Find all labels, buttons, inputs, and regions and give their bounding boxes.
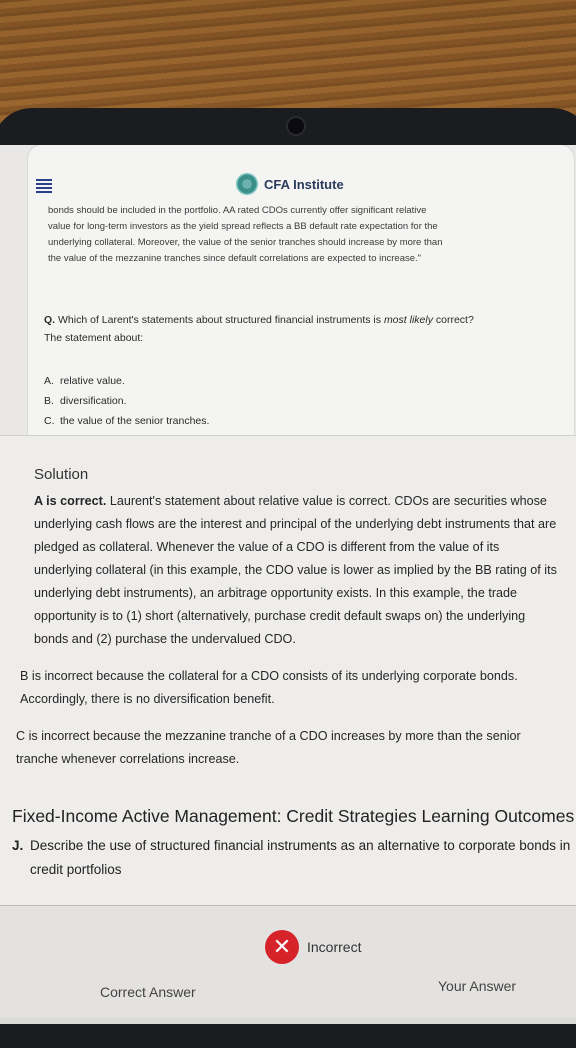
learning-outcome-item: J. Describe the use of structured financial instruments as an alternative to corporate bonds in credit portfolios — [12, 838, 571, 877]
passage-line: the value of the mezzanine tranches since default correlations are expected to increase." — [48, 253, 422, 264]
passage-line: underlying collateral. Moreover, the value of the senior tranches should increase by more than — [48, 237, 443, 248]
correct-answer-label: Correct Answer — [100, 984, 196, 1000]
app-header — [28, 145, 574, 191]
your-answer-label: Your Answer — [438, 978, 517, 994]
answer-options — [44, 371, 209, 431]
question-prefix: Q. — [44, 314, 56, 326]
question-text: Which of Larent's statements about structured financial instruments is — [58, 314, 382, 326]
brand-logo — [236, 173, 344, 195]
cfa-globe-icon — [236, 173, 258, 195]
answer-footer — [0, 905, 576, 1024]
passage-line: value for long-term investors as the yield spread reflects a BB default rate expectation for the — [48, 221, 438, 232]
x-circle-icon: ✕ — [265, 930, 299, 964]
question-line2: The statement about: — [44, 332, 144, 344]
option-c[interactable]: C. the value of the senior tranches. — [44, 415, 210, 427]
learning-outcome-title: Fixed-Income Active Management: Credit Strategies Learning Outcomes — [12, 806, 575, 826]
case-passage — [48, 203, 558, 267]
question-emphasis: most likely — [383, 314, 433, 326]
question-suffix: correct? — [435, 314, 474, 326]
solution-body: A is correct. Laurent's statement about relative value is correct. CDOs are securities whose underlying cash flows are the interest and principal of the underlying debt instruments that are pledged as collateral. Whenever the value of a CDO is different from the value of its underlying collateral (in this example, the CDO value is lower as implied by the BB rating of its underlying debt instruments), an arbitrage opportunity exists. In this example, the trade opportunity is to (1) short (alternatively, purchase credit default swaps on) the underlying bonds and (2) purchase the undervalued CDO. B is incorrect because the collateral for a CDO consists of its underlying corporate bonds. Accordingly, there is no diversification benefit. C is incorrect because the mezzanine tranche of a CDO increases by more than the senior tranche whenever correlations increase. — [16, 494, 557, 766]
passage-line: bonds should be included in the portfolio. AA rated CDOs currently offer significant relative — [48, 205, 427, 216]
camera-notch — [288, 118, 304, 134]
footer-bottom-strip — [0, 1018, 576, 1024]
app-screen — [0, 145, 576, 1024]
question-stem — [44, 311, 564, 347]
result-label: Incorrect — [307, 939, 362, 955]
result-indicator — [265, 930, 361, 964]
solution-c-line: C is incorrect because the mezzanine tranche of a CDO increases by more than the senior — [16, 729, 521, 743]
brand-name: CFA Institute — [264, 176, 344, 192]
solution-a-bold: A is correct. — [34, 494, 107, 508]
list-menu-icon[interactable] — [36, 179, 52, 193]
solution-panel — [0, 435, 576, 906]
option-b[interactable]: B. diversification. — [44, 395, 127, 407]
solution-title: Solution — [34, 466, 89, 483]
option-a[interactable]: A. relative value. — [44, 375, 125, 387]
solution-c-line: tranche whenever correlations increase. — [16, 752, 240, 766]
question-card — [28, 145, 574, 435]
solution-b-line: Accordingly, there is no diversification benefit. — [20, 692, 275, 706]
solution-b-line: B is incorrect because the collateral for a CDO consists of its underlying corporate bonds. — [20, 669, 518, 683]
